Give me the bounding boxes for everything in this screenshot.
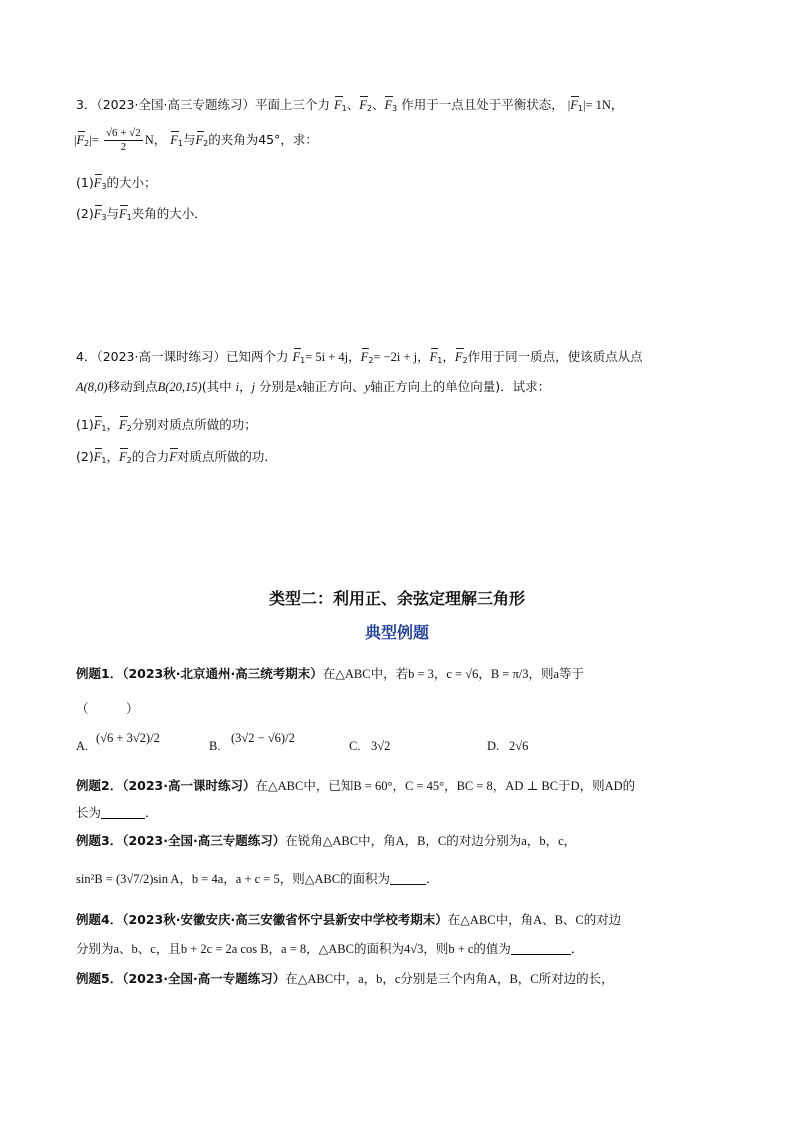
option-a-value: (√6 + 3√2)/2 bbox=[96, 731, 160, 745]
q3-part2: $(2)F_3$与$F_1$夹角的大小． bbox=[76, 206, 207, 222]
q4-source: （2023·高一课时练习） bbox=[96, 349, 226, 364]
example-3: 例题3．（2023·全国·高三专题练习）在锐角△ABC中，角A，B，C的对边分别为a，b，c， bbox=[76, 833, 577, 848]
option-b-label: B. bbox=[209, 739, 221, 753]
q3-number: 3． bbox=[76, 97, 97, 112]
option-d-value: 2√6 bbox=[509, 739, 529, 753]
section-subtitle: 典型例题 bbox=[364, 623, 429, 642]
q4-line2: A(8,0)移动到点B(20,15)(其中 i，j 分别是x轴正方向、y轴正方向上的单位向量)．试求： bbox=[76, 379, 551, 394]
q3-line2: $|F_2|=$ $\frac{√6 + √2}{2}$ N， $F_1$与$F_2$的夹角为45°，求： bbox=[74, 127, 318, 153]
q3-fraction: $\frac{√6 + √2}{2}$ bbox=[105, 127, 141, 153]
example-5: 例题5．（2023·全国·高一专题练习）在△ABC中，a，b，c分别是三个内角A，B，C所对边的长， bbox=[76, 971, 614, 986]
option-b-value: (3√2 − √6)/2 bbox=[231, 731, 295, 745]
example-2: 例题2．（2023·高一课时练习）在△ABC中，已知B = 60°，C = 45°，BC = 8，AD ⊥ BC于D，则AD的 bbox=[76, 778, 636, 793]
example-2-line2: 长为 ． bbox=[76, 805, 158, 820]
example-1: 例题1．（2023秋·北京通州·高三统考期末）在△ABC中，若b = 3，c = √6，B = π/3，则a等于 bbox=[76, 666, 585, 681]
q3-line1: 3．（2023·全国·高三专题练习）平面上三个力 $F_1$、$F_2$、$F_3$ 作用于一点且处于平衡状态， $|F_1|= 1N$， bbox=[76, 97, 624, 113]
option-c-label: C. bbox=[349, 739, 361, 753]
section-title: 类型二：利用正、余弦定理解三角形 bbox=[268, 589, 525, 608]
q3-source: （2023·全国·高三专题练习） bbox=[96, 97, 255, 112]
q4-number: 4． bbox=[76, 349, 97, 364]
example-4-line2: 分别为a、b、c，且b + 2c = 2a cos B，a = 8，△ABC的面积为4√3，则b + c的值为 ． bbox=[76, 941, 584, 956]
option-a-label: A. bbox=[76, 739, 89, 753]
example-3-line2: sin²B = (3√7/2)sin A，b = 4a，a + c = 5，则△ABC的面积为 ． bbox=[76, 871, 439, 886]
option-d-label: D. bbox=[487, 739, 500, 753]
q3-part1: $(1)F_3$的大小； bbox=[76, 175, 157, 191]
option-c-value: 3√2 bbox=[371, 739, 391, 753]
q4-part2: $(2)F_1$，$F_2$的合力F对质点所做的功． bbox=[76, 449, 277, 465]
q4-line1: 4．（2023·高一课时练习）已知两个力 $F_1= 5i + 4j$，$F_2= -2i + j$，$F_1$，$F_2$作用于同一质点，使该质点从点 bbox=[76, 349, 643, 365]
example-4: 例题4．（2023秋·安徽安庆·高三安徽省怀宁县新安中学校考期末）在△ABC中，角A、B、C的对边 bbox=[76, 912, 622, 927]
q4-part1: $(1)F_1$，$F_2$分别对质点所做的功； bbox=[76, 417, 257, 433]
example-1-paren: （ ） bbox=[76, 701, 139, 716]
